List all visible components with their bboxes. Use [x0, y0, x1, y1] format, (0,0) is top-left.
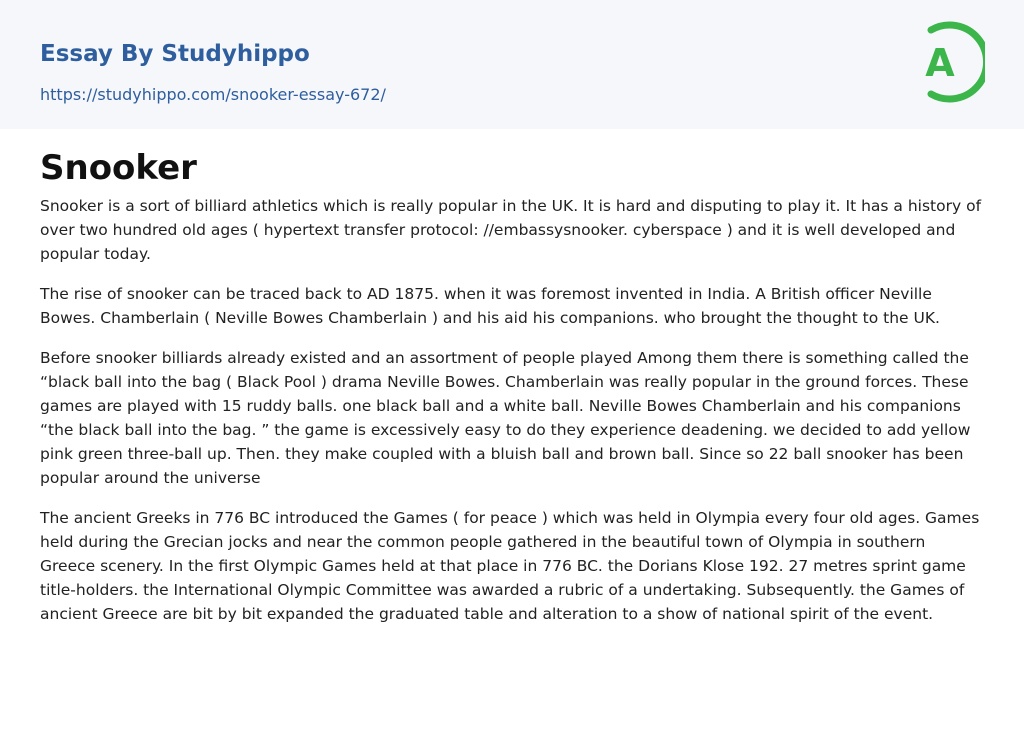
article-body: [40, 194, 984, 642]
article-paragraph: Before snooker billiards already existed and an assortment of people played Among them there is something called the “black ball into the bag ( Black Pool ) drama Neville Bowes. Chamberlain was really popular in the ground forces. These games are played with 15 ruddy balls. one black ball and a white ball. Neville Bowes Chamberlain and his companions “the black ball into the bag. ” the game is excessively easy to do they experience deadening. we decided to add yellow pink green three-ball up. Then. they make coupled with a bluish ball and brown ball. Since so 22 ball snooker has been popular around the universe: [40, 349, 971, 487]
brand-title: Essay By Studyhippo: [40, 41, 310, 67]
page-title: Snooker: [40, 148, 197, 188]
article-paragraph: The ancient Greeks in 776 BC introduced the Games ( for peace ) which was held in Olympia every four old ages. Games held during the Grecian jocks and near the common people gathered in the beautiful town of Olympia in southern Greece scenery. In the first Olympic Games held at that place in 776 BC. the Dorians Klose 192. 27 metres sprint game title-holders. the International Olympic Committee was awarded a rubric of a undertaking. Subsequently. the Games of ancient Greece are bit by bit expanded the graduated table and alteration to a show of national spirit of the event.: [40, 509, 980, 623]
article-paragraph: The rise of snooker can be traced back to AD 1875. when it was foremost invented in India. A British officer Neville Bowes. Chamberlain ( Neville Bowes Chamberlain ) and his aid his companions. who brought the thought to the UK.: [40, 285, 940, 327]
essay-url-link[interactable]: https://studyhippo.com/snooker-essay-672/: [40, 85, 386, 104]
logo-letter: A: [925, 41, 955, 85]
article-paragraph: Snooker is a sort of billiard athletics which is really popular in the UK. It is hard and disputing to play it. It has a history of over two hundred old ages ( hypertext transfer protocol: //embassysnooker. cyberspace ) and it is well developed and popular today.: [40, 197, 982, 263]
studyhippo-logo-icon[interactable]: [913, 20, 985, 104]
